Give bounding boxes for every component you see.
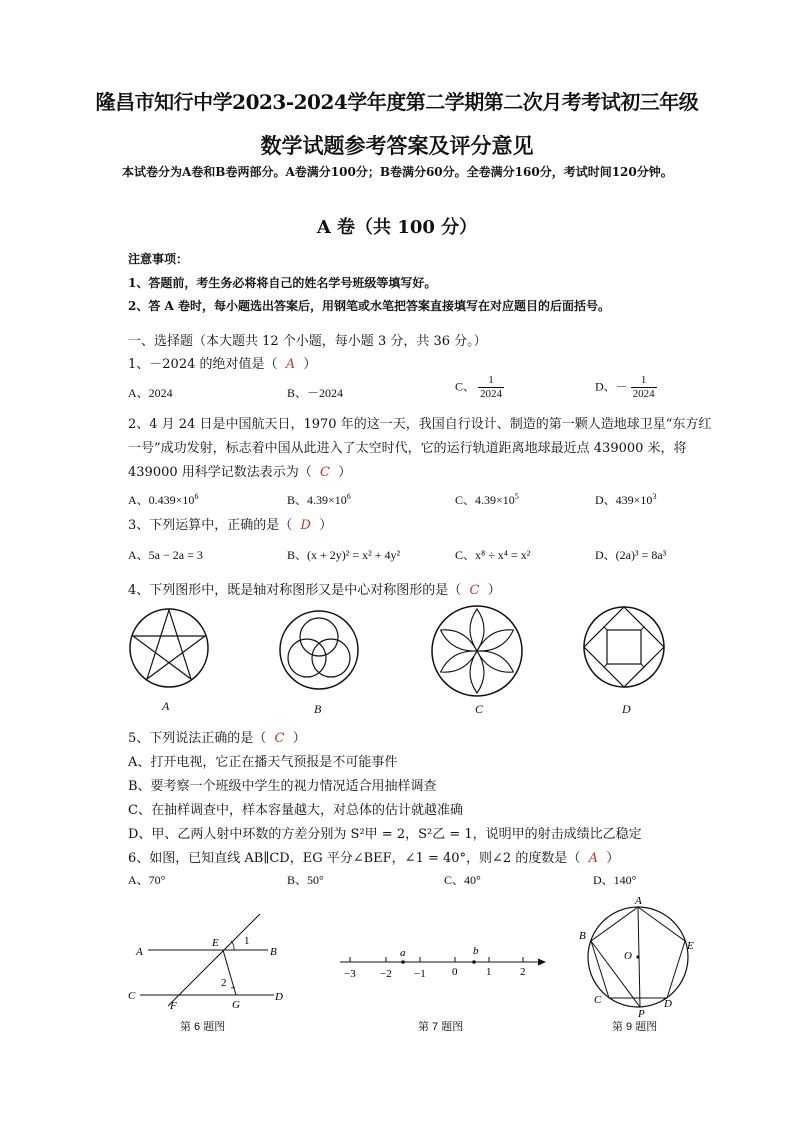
fig9-label-c: C <box>594 994 602 1006</box>
q1-stem <box>128 353 316 372</box>
q2-b-text: B、4.39×10 <box>287 493 347 507</box>
fig6-label-angle1: 1 <box>244 935 250 947</box>
q2-option-b <box>287 491 351 508</box>
figure-b-label: B <box>314 702 322 716</box>
fig6-label-c: C <box>128 990 136 1002</box>
q6-answer: A <box>588 851 598 866</box>
q6-option-d: D、140° <box>593 873 637 887</box>
figure-a-label: A <box>162 699 170 713</box>
fig6-label-angle2: 2 <box>221 977 227 989</box>
q1-c-den: 2024 <box>480 388 503 400</box>
q2-d-text: D、439×10 <box>595 493 653 507</box>
fig9-label-o: O <box>624 950 632 962</box>
notes-title: 注意事项： <box>128 252 189 266</box>
q2-stem-text: 2、4 月 24 日是中国航天日，1970 年的这一天，我国自行设计、制造的第一颗人造地球卫星“东方红一号”成功发射，标志着中国从此进入了太空时代，它的运行轨道距离地球最近点 439000 米，将 439000 用科学记数法表示为（ <box>128 417 712 480</box>
q2-close: ） <box>338 465 352 480</box>
q2-option-c <box>455 491 519 508</box>
figure-6-parallel-lines <box>128 912 298 1012</box>
fig7-tick-0: 0 <box>452 966 458 978</box>
fig7-tick-neg1: −1 <box>414 968 426 980</box>
q5-option-c: C、在抽样调查中，样本容量越大，对总体的估计就越准确 <box>128 803 463 818</box>
q5-stem-text: 5、下列说法正确的是（ <box>128 731 267 746</box>
fig6-label-e: E <box>212 937 219 949</box>
note-2: 2、答 A 卷时，每小题选出答案后，用钢笔或水笔把答案直接填写在对应题目的后面括号。 <box>128 299 611 313</box>
q3-option-d: D、(2a)³ = 8a³ <box>595 548 667 562</box>
q6-stem <box>128 847 619 866</box>
figure-c-label: C <box>475 702 484 716</box>
exam-title: 隆昌市知行中学2023-2024学年度第二学期第二次月考考试初三年级 <box>95 90 699 114</box>
q3-stem-text: 3、下列运算中，正确的是（ <box>128 518 293 533</box>
q1-c-num: 1 <box>478 374 504 388</box>
q1-answer: A <box>285 357 296 372</box>
q1-option-c-fraction <box>478 374 504 401</box>
q1-option-d-prefix: D、－ <box>595 379 628 394</box>
q5-option-b: B、要考察一个班级中学生的视力情况适合用抽样调查 <box>128 779 437 794</box>
exam-subtitle: 数学试题参考答案及评分意见 <box>260 133 534 158</box>
fig7-tick-neg2: −2 <box>380 968 392 980</box>
q2-c-text: C、4.39×10 <box>455 493 515 507</box>
fig9-label-b: B <box>579 930 586 942</box>
q2-stem <box>128 413 714 485</box>
q6-stem-text: 6、如图，已知直线 AB∥CD，EG 平分∠BEF，∠1 = 40°，则∠2 的度数是（ <box>128 851 581 866</box>
q1-stem-text: 1、－2024 的绝对值是（ <box>128 357 278 372</box>
q2-b-exp: 6 <box>346 492 351 501</box>
q1-option-b: B、－2024 <box>287 386 344 400</box>
q3-close: ） <box>319 518 333 533</box>
figure-c-rosette <box>430 604 524 698</box>
q4-stem-text: 4、下列图形中，既是轴对称图形又是中心对称图形的是（ <box>128 583 462 598</box>
q2-c-exp: 5 <box>514 492 519 501</box>
q2-option-a <box>128 491 198 508</box>
q3-option-a: A、5a − 2a = 3 <box>128 548 203 562</box>
q6-option-a: A、70° <box>128 873 166 887</box>
fig7-point-a: a <box>400 947 406 959</box>
q5-option-a: A、打开电视，它正在播天气预报是不可能事件 <box>128 755 398 770</box>
figure-d-squares-circle <box>582 605 666 689</box>
figure-a-pentagram-circle <box>128 607 210 689</box>
fig7-tick-2: 2 <box>520 966 526 978</box>
figure-9-pentagon-circle <box>576 893 701 1018</box>
figure-7-caption: 第 7 题图 <box>418 1021 464 1033</box>
figure-d-label: D <box>622 702 631 716</box>
q5-answer: C <box>274 731 285 746</box>
q1-option-c <box>455 374 504 401</box>
q1-option-d <box>595 374 657 401</box>
q6-close: ） <box>606 851 620 866</box>
fig7-tick-1: 1 <box>486 966 492 978</box>
fig6-label-g: G <box>232 999 240 1011</box>
section-a-title: A 卷（共 100 分） <box>316 217 478 238</box>
q1-option-c-prefix: C、 <box>455 379 476 394</box>
q3-option-b: B、(x + 2y)² = x² + 4y² <box>287 548 401 562</box>
q6-option-c: C、40° <box>444 873 481 887</box>
figure-7-number-line <box>336 940 550 984</box>
fig7-point-b: b <box>473 945 479 957</box>
q1-option-d-fraction <box>631 374 657 401</box>
fig6-label-f: F <box>170 1000 177 1012</box>
q1-option-a: A、2024 <box>128 386 173 400</box>
fig9-label-d: D <box>664 998 672 1010</box>
exam-intro: 本试卷分为A卷和B卷两部分。A卷满分100分；B卷满分60分。全卷满分160分，考试时间120分钟。 <box>122 165 673 179</box>
q3-answer: D <box>300 518 311 533</box>
q2-a-exp: 6 <box>194 492 199 501</box>
q4-answer: C <box>469 583 480 598</box>
fig6-label-a: A <box>136 946 143 958</box>
q4-close: ） <box>487 583 501 598</box>
figure-b-three-circles <box>279 610 359 690</box>
fig9-label-p: P <box>638 1008 645 1020</box>
q2-d-exp: 3 <box>652 492 657 501</box>
fig9-label-a: A <box>635 895 642 907</box>
q2-a-text: A、0.439×10 <box>128 493 195 507</box>
q6-option-b: B、50° <box>287 873 324 887</box>
fig6-label-b: B <box>270 946 277 958</box>
q5-option-d: D、甲、乙两人射中环数的方差分别为 S²甲 = 2，S²乙 = 1，说明甲的射击成绩比乙稳定 <box>128 827 642 842</box>
figure-6-caption: 第 6 题图 <box>180 1021 226 1033</box>
q5-close: ） <box>292 731 306 746</box>
fig9-label-e: E <box>687 940 694 952</box>
q1-close: ） <box>303 357 317 372</box>
fig6-label-d: D <box>275 991 283 1003</box>
part1-heading: 一、选择题（本大题共 12 个小题，每小题 3 分，共 36 分。） <box>128 334 487 349</box>
q4-stem <box>128 579 501 598</box>
note-1: 1、答题前，考生务必将将自己的姓名学号班级等填写好。 <box>128 276 437 290</box>
q2-option-d <box>595 491 656 508</box>
q5-stem <box>128 727 306 746</box>
q3-stem <box>128 514 332 533</box>
q1-d-num: 1 <box>631 374 657 388</box>
figure-9-caption: 第 9 题图 <box>612 1021 658 1033</box>
q3-option-c: C、x⁸ ÷ x⁴ = x² <box>455 548 531 562</box>
q2-answer: C <box>320 465 330 480</box>
q1-d-den: 2024 <box>632 388 655 400</box>
fig7-tick-neg3: −3 <box>344 968 356 980</box>
